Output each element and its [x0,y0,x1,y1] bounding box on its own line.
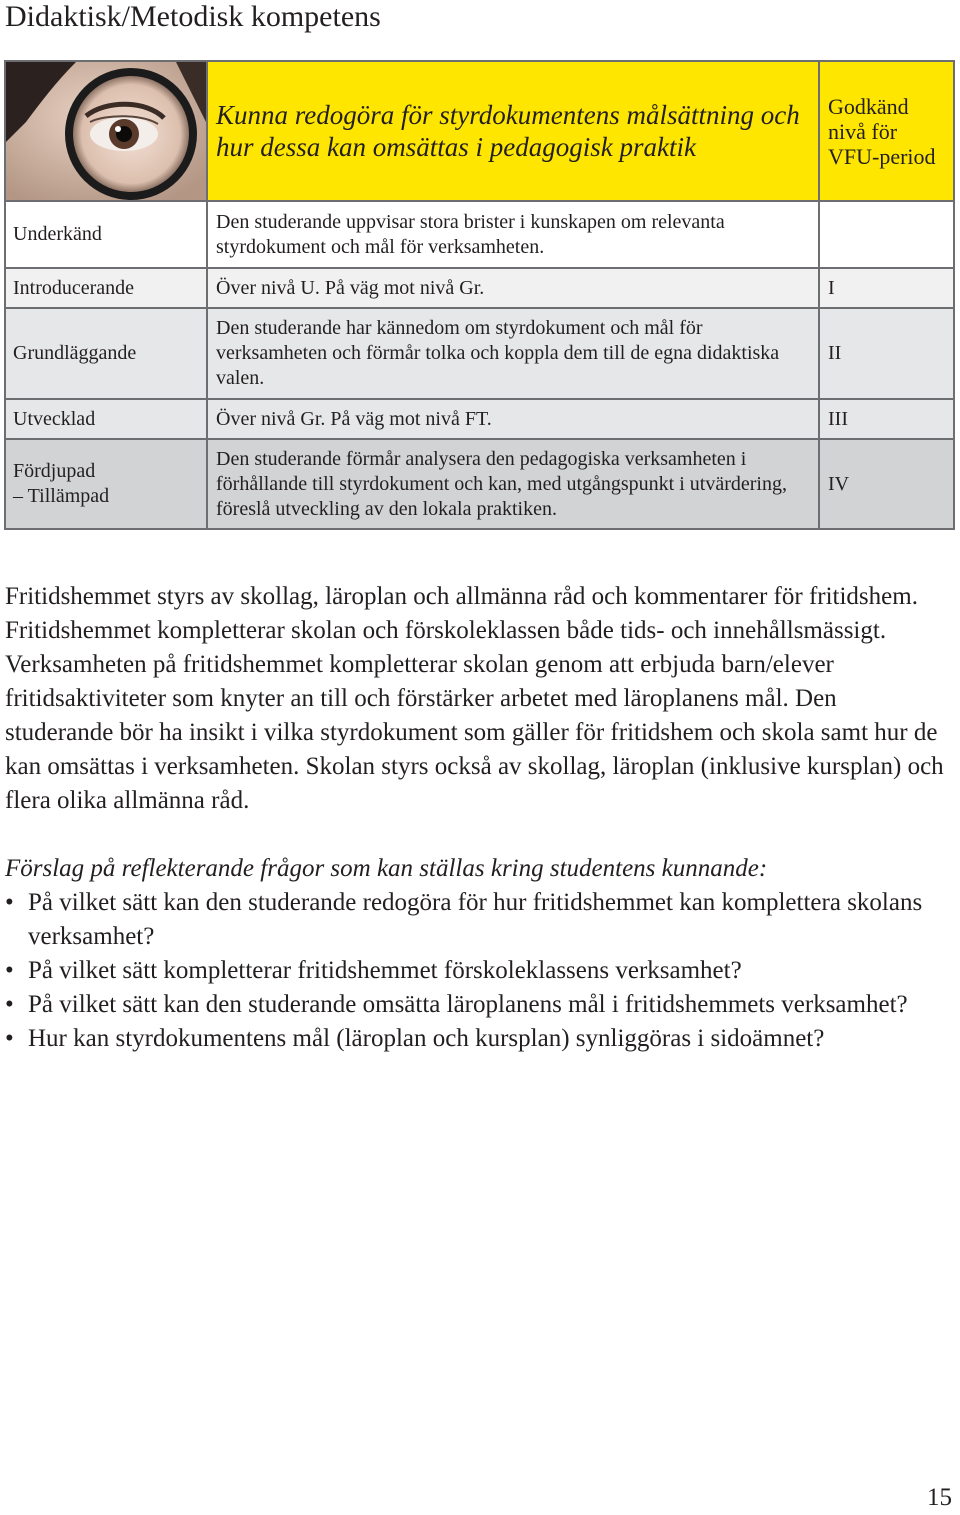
bullet-icon: • [5,889,14,916]
body-paragraph: Fritidshemmet styrs av skollag, läroplan och allmänna råd och kommentarer för fritidshem. Fritidshemmet kompletterar skolan och förskoleklassen både tids- och innehållsmässigt. Verksamheten på fritidshemmet kompletterar skolan genom att erbjuda barn/elever fritidsaktiviteter som knyter an till och förstärker arbetet med läroplanens mål. Den studerande bör ha insikt i vilka styrdokument som gäller för fritidshem och skola samt hur de kan omsättas i verksamheten. Skolan styrs också av skollag, läroplan (inklusive kursplan) och flera olika allmänna råd. [5,583,944,814]
questions-list [5,886,950,1056]
goal-text: Kunna redogöra för styrdokumentens målsättning och hur dessa kan omsättas i pedagogisk praktik [216,100,800,162]
list-item [5,988,950,1022]
list-item [5,886,950,954]
row-level: II [828,342,842,364]
row-level: I [828,276,835,299]
level-header-cell [820,62,955,202]
row-label-underkand [6,202,208,269]
row-level-underkand [820,202,955,269]
list-item [5,1022,950,1056]
row-label-utvecklad [6,400,208,440]
bullet-icon: • [5,1025,14,1052]
level-header: Godkänd nivå för VFU-period [828,93,936,169]
row-label: Introducerande [13,276,135,299]
row-label: Utvecklad [13,407,96,430]
row-description: Över nivå U. På väg mot nivå Gr. [216,276,485,299]
question-text: På vilket sätt kan den studerande redogöra för hur fritidshemmet kan komplettera skolans verksamhet? [28,889,923,950]
row-description-introducerande [208,269,820,309]
row-description: Den studerande förmår analysera den pedagogiska verksamheten i förhållande till styrdokument och kan, med utgångspunkt i utvärdering, föreslå utveckling av den lokala praktiken. [216,447,787,520]
row-label: Underkänd [13,223,102,245]
row-description-fordjupad [208,440,820,530]
row-label-line2: – Tillämpad [13,485,110,507]
row-label-introducerande [6,269,208,309]
goal-cell [208,62,820,202]
row-label: Fördjupad [13,460,96,482]
bullet-icon: • [5,957,14,984]
row-level-grundlaggande [820,309,955,400]
bullet-icon: • [5,991,14,1018]
row-level-utvecklad [820,400,955,440]
page-title: Didaktisk/Metodisk kompetens [5,0,381,33]
question-text: Hur kan styrdokumentens mål (läroplan och kursplan) synliggöras i sidoämnet? [28,1025,825,1052]
row-label: Grundläggande [13,342,137,364]
questions-heading: Förslag på reflekterande frågor som kan ställas kring studentens kunnande: [5,855,768,882]
magnifier-eye-icon [6,62,206,200]
row-level: IV [828,472,850,495]
question-text: På vilket sätt kan den studerande omsätta läroplanens mål i fritidshemmets verksamhet? [28,991,908,1018]
list-item [5,954,950,988]
row-description-underkand [208,202,820,269]
question-text: På vilket sätt kompletterar fritidshemmet förskoleklassens verksamhet? [28,957,742,984]
row-description: Över nivå Gr. På väg mot nivå FT. [216,407,492,430]
page-number: 15 [927,1484,952,1511]
row-description: Den studerande har kännedom om styrdokument och mål för verksamheten och förmår tolka och koppla dem till de egna didaktiska valen. [216,317,780,389]
row-level-fordjupad [820,440,955,530]
row-description-utvecklad [208,400,820,440]
row-description-grundlaggande [208,309,820,400]
rubric-table [4,60,955,530]
row-label-fordjupad [6,440,208,530]
magnifier-eye-image [6,62,208,202]
row-label-grundlaggande [6,309,208,400]
row-level-introducerande [820,269,955,309]
row-description: Den studerande uppvisar stora brister i kunskapen om relevanta styrdokument och mål för verksamheten. [216,210,725,258]
row-level: III [828,407,848,430]
